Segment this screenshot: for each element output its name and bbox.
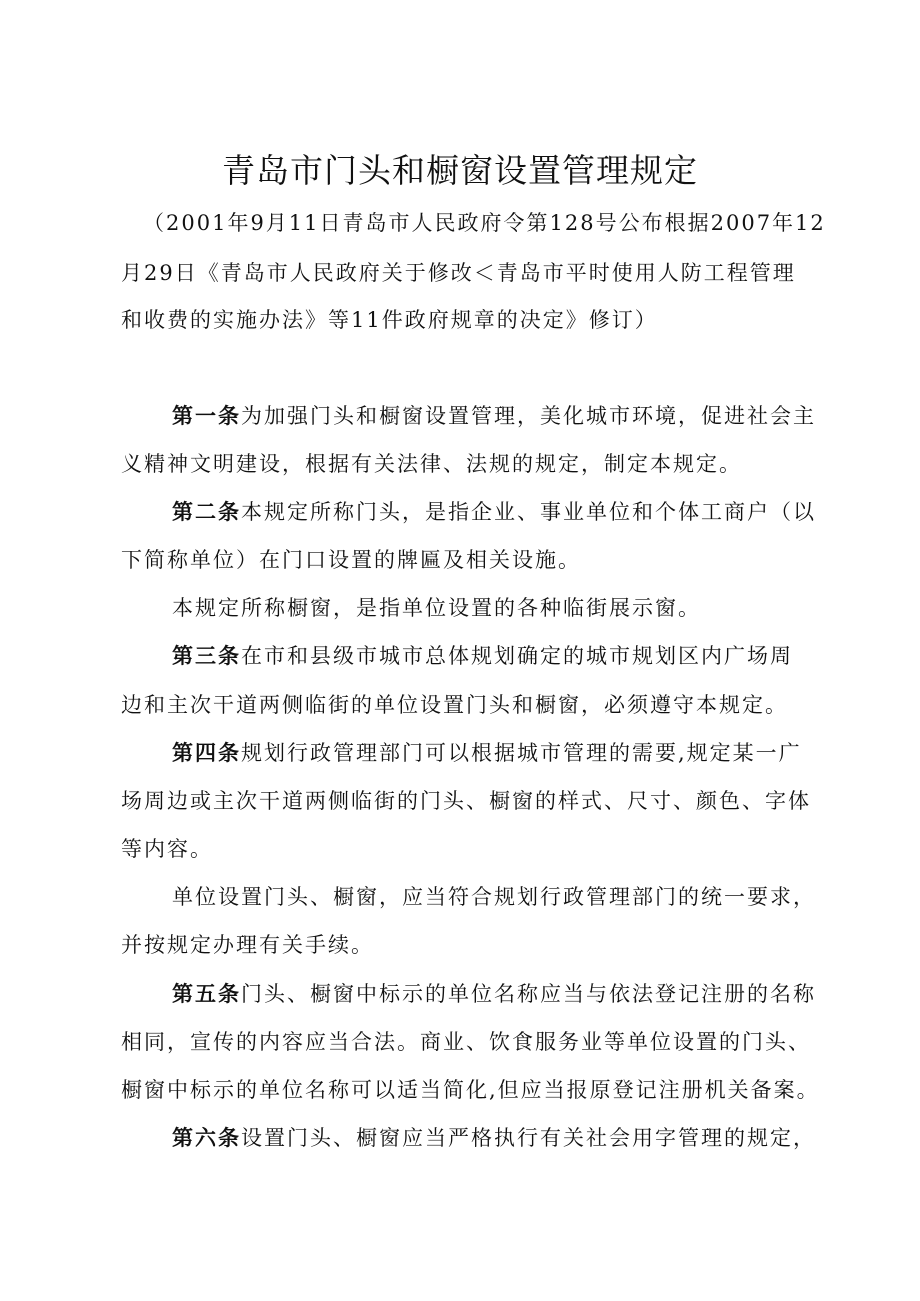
article-heading: 第五条: [172, 981, 241, 1006]
document-title: 青岛市门头和橱窗设置管理规定: [222, 151, 698, 190]
article-first-line: [172, 497, 816, 527]
article-text: 边和主次干道两侧临街的单位设置门头和橱窗，必须遵守本规定。: [121, 693, 788, 717]
article-heading: 第二条: [172, 499, 241, 524]
article-first-line: [172, 401, 816, 431]
article-first-line: [172, 738, 802, 768]
article-text: 门头、橱窗中标示的单位名称应当与依法登记注册的名称: [241, 982, 816, 1006]
article-text: 为加强门头和橱窗设置管理，美化城市环境，促进社会主: [241, 404, 816, 428]
article-text: 规划行政管理部门可以根据城市管理的需要,规定某一广: [241, 741, 802, 765]
article-text: 本规定所称门头，是指企业、事业单位和个体工商户（以: [241, 500, 816, 524]
article-first-line: [172, 979, 816, 1009]
preface-line: 月29日《青岛市人民政府关于修改＜青岛市平时使用人防工程管理: [121, 261, 796, 285]
article-heading: 第四条: [172, 740, 241, 765]
article-heading: 第六条: [172, 1125, 241, 1150]
article-first-line: [172, 1123, 816, 1153]
paragraph-text: 单位设置门头、橱窗，应当符合规划行政管理部门的统一要求，: [172, 885, 816, 909]
article-heading: 第三条: [172, 643, 241, 668]
article-text: 在市和县级市城市总体规划确定的城市规划区内广场周: [241, 644, 793, 668]
paragraph-text: 本规定所称橱窗，是指单位设置的各种临街展示窗。: [172, 596, 701, 620]
article-text: 相同，宣传的内容应当合法。商业、饮食服务业等单位设置的门头、: [121, 1030, 811, 1054]
article-first-line: [172, 641, 793, 671]
preface-line: （2001年9月11日青岛市人民政府令第128号公布根据2007年12: [143, 211, 826, 235]
article-text: 场周边或主次干道两侧临街的门头、橱窗的样式、尺寸、颜色、字体: [121, 789, 811, 813]
article-text: 橱窗中标示的单位名称可以适当简化,但应当报原登记注册机关备案。: [121, 1078, 820, 1102]
article-text: 下简称单位）在门口设置的牌匾及相关设施。: [121, 548, 581, 572]
article-text: 义精神文明建设，根据有关法律、法规的规定，制定本规定。: [121, 452, 742, 476]
article-text: 设置门头、橱窗应当严格执行有关社会用字管理的规定，: [241, 1126, 816, 1150]
article-text: 等内容。: [121, 837, 213, 861]
paragraph-text: 并按规定办理有关手续。: [121, 933, 374, 957]
article-heading: 第一条: [172, 403, 241, 428]
preface-line: 和收费的实施办法》等11件政府规章的决定》修订）: [121, 308, 658, 332]
